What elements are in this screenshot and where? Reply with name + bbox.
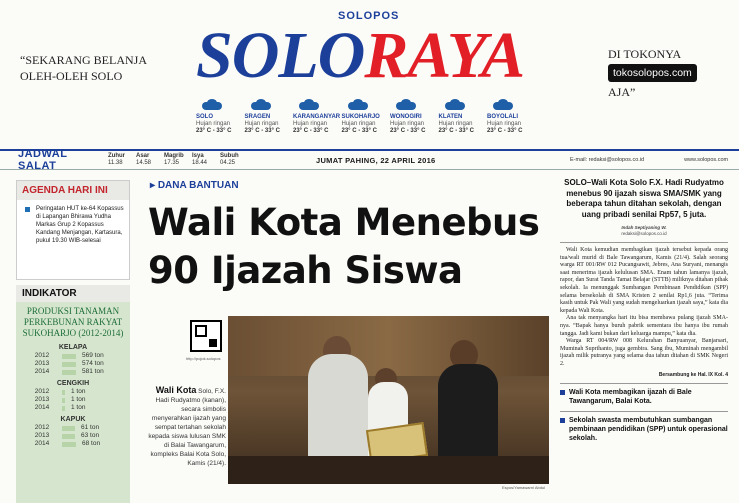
caption-text: Solo, F.X. Hadi Rudyatmo (kanan), secara simbolis menyerahkan ijazah yang sempat tertahan sekolah kepada siswa lulusan SMK di Balai Tawangarum, kompleks Balai Kota Solo, Kamis (21/4).: [148, 388, 226, 467]
indikator-groups: [22, 344, 124, 448]
indikator-row: [22, 360, 124, 368]
brand-logo: [196, 20, 546, 92]
weather-temp: 23° C - 33° C: [244, 128, 280, 134]
weather-wonogiri: [390, 99, 439, 143]
prayer-time: [108, 153, 136, 167]
highlight-item: [560, 383, 728, 406]
prayer-times: [108, 153, 308, 167]
article-photo: [228, 316, 549, 484]
tagline-left: “SEKARANG BELANJA OLEH-OLEH SOLO: [20, 53, 147, 83]
masthead: [0, 0, 739, 150]
weather-cond: Hujan ringan: [438, 121, 473, 127]
weather-city: BOYOLALI: [487, 114, 518, 120]
rain-cloud-icon: [251, 99, 271, 111]
indikator-year: 2012: [34, 424, 50, 431]
body-paragraph: Warga RT 004/RW 008 Kelurahan Banyuanyar, Banjarsari, Muminah Suprihanto, juga gembira. Sang ibu, Muminah mengambil ijazah milik putranya yang selama dua tahun ditahan di SMK Negeri 2.: [560, 338, 728, 367]
indikator-row: [22, 388, 124, 396]
article-lead: SOLO–Wali Kota Solo F.X. Hadi Rudyatmo menebus 90 ijazah siswa SMA/SMK yang beberapa tahun ditahan sekolah, dengan uang pribadi senilai Rp57, 5 juta.: [564, 178, 724, 219]
indikator-year: 2014: [34, 404, 50, 411]
weather-cond: Hujan ringan: [341, 121, 376, 127]
rain-cloud-icon: [493, 99, 513, 111]
weather-solo: [196, 99, 245, 143]
indikator-value: 63 ton: [81, 432, 100, 439]
weather-city: KLATEN: [438, 114, 463, 120]
prayer-date-bar: [0, 149, 739, 170]
prayer-clock: 14.58: [136, 160, 152, 166]
rain-cloud-icon: [299, 99, 319, 111]
indikator-row: [22, 368, 124, 376]
indikator-bar: [62, 362, 76, 367]
weather-city: WONOGIRI: [390, 114, 422, 120]
indikator-year: 2014: [34, 368, 50, 375]
brand-part-raya: RAYA: [364, 19, 525, 92]
caption-lead: Wali Kota: [155, 385, 197, 395]
indikator-year: 2012: [34, 388, 50, 395]
body-paragraph: Wali Kota kemudian membagikan ijazah tersebut kepada orang tua/wali murid di Bale Tawangarum, Kamis (21/4). Salah seorang warga RT 001/RW 012 Pucangsawit, Jebres, Ana Suryani, menangis saat menerima ijazah kelulusan SMA. Enam tahun lamanya ijazah, rapor, dan Surat Tanda Tamat Belajar (STTB) miliknya ditahan pihak sekolah. Ia menunggak Sumbangan Pembinaan Pendidikan (SPP) selama bersekolah di SMA Kristen 2 senilai Rp1,6 juta. “Terima kasih untuk Pak Wali yang sudah mengeluarkan ijazah saya,” kata dia kepada Wali Kota.: [560, 247, 728, 314]
contact-web[interactable]: www.solopos.com: [684, 157, 729, 163]
contact-email[interactable]: E-mail: redaksi@solopos.co.id: [570, 157, 645, 163]
prayer-time: [136, 153, 164, 167]
byline: [560, 225, 728, 237]
weather-sragen: [245, 99, 294, 143]
photo-credit: Espos/Yamawarni Abdul: [502, 485, 546, 490]
article-kicker: ▸ DANA BANTUAN: [150, 180, 239, 191]
weather-cond: Hujan ringan: [196, 121, 231, 127]
indikator-group-name: CENGKIH: [56, 380, 90, 387]
brand-small: SOLOPOS: [338, 10, 400, 22]
shop-link[interactable]: tokosolopos.com: [608, 64, 697, 82]
qr-label: http://pojok.solopos: [186, 356, 221, 361]
agenda-text: Peringatan HUT ke-64 Kopassus di Lapangan Bhirawa Yudha Markas Grup 2 Kopassus Kandang Menjangan, Kartasura, pukul 19.30 WIB-selesai: [36, 206, 124, 244]
right-column: [560, 178, 728, 503]
weather-karanganyar: [293, 99, 342, 143]
indikator-year: 2013: [34, 396, 50, 403]
prayer-title: JADWAL SALAT: [18, 148, 68, 172]
indikator-year: 2013: [34, 432, 50, 439]
weather-cond: Hujan ringan: [390, 121, 425, 127]
indikator-value: 1 ton: [71, 404, 86, 411]
highlight-item: [560, 411, 728, 443]
photo-background: [228, 316, 549, 376]
prayer-clock: 11.38: [108, 160, 123, 166]
square-bullet-icon: [560, 418, 565, 423]
byline-name: Indah Septiyaning W.: [621, 225, 667, 230]
weather-temp: 23° C - 33° C: [341, 128, 377, 134]
indikator-value: 569 ton: [82, 352, 104, 359]
prayer-time: [192, 153, 220, 167]
photo-caption: [148, 386, 226, 468]
indikator-group: [22, 380, 124, 412]
indikator-year: 2014: [34, 440, 50, 447]
headline-line-2: 90 Ijazah Siswa: [148, 249, 463, 292]
weather-cond: Hujan ringan: [487, 121, 522, 127]
agenda-body: [17, 200, 129, 250]
tagline-right: [608, 46, 728, 100]
weather-city: SRAGEN: [244, 114, 271, 120]
indikator-value: 68 ton: [82, 440, 101, 447]
prayer-clock: 17.35: [164, 160, 180, 166]
indikator-row: [22, 352, 124, 360]
indikator-group-name: KELAPA: [58, 344, 88, 351]
prayer-time: [220, 153, 248, 167]
prayer-clock: 18.44: [192, 160, 208, 166]
prayer-name: Asar: [136, 153, 150, 159]
prayer-name: Subuh: [220, 153, 239, 159]
rain-cloud-icon: [445, 99, 465, 111]
indikator-group: [22, 344, 124, 376]
indikator-row: [22, 396, 124, 404]
issue-date: JUMAT PAHING, 22 APRIL 2016: [316, 155, 436, 165]
article-headline: [148, 199, 558, 295]
photo-foreground: [228, 456, 549, 484]
indikator-box: [16, 302, 130, 503]
indikator-bar: [62, 434, 75, 439]
indikator-subtitle: PRODUKSI TANAMAN PERKEBUNAN RAKYAT SUKOHARJO (2012-2014): [22, 306, 124, 338]
indikator-bar: [62, 406, 65, 411]
weather-cond: Hujan ringan: [244, 121, 279, 127]
indikator-bar: [62, 354, 76, 359]
prayer-name: Zuhur: [108, 153, 125, 159]
indikator-bar: [62, 442, 76, 447]
indikator-value: 1 ton: [71, 396, 86, 403]
indikator-row: [22, 440, 124, 448]
weather-city: SOLO: [196, 114, 214, 120]
qr-code-icon[interactable]: [190, 320, 222, 352]
weather-strip: [196, 99, 536, 143]
highlight-text: Wali Kota membagikan ijazah di Bale Tawangarum, Balai Kota.: [569, 388, 692, 405]
tagline-right-2: AJA”: [608, 85, 636, 99]
byline-email: redaksi@solopos.co.id: [621, 231, 667, 236]
weather-temp: 23° C - 33° C: [390, 128, 426, 134]
weather-boyolali: [487, 99, 536, 143]
contact-info: [570, 157, 728, 163]
brand-part-solo: SOLO: [196, 19, 365, 92]
prayer-time: [164, 153, 192, 167]
weather-temp: 23° C - 33° C: [293, 128, 329, 134]
kicker-text: DANA BANTUAN: [157, 180, 239, 191]
left-column: [16, 180, 130, 503]
agenda-title: AGENDA HARI INI: [17, 181, 129, 200]
weather-city: KARANGANYAR: [293, 114, 341, 120]
indikator-bar: [62, 398, 65, 403]
weather-sukoharjo: [342, 99, 391, 143]
divider: [560, 242, 728, 243]
indikator-row: [22, 404, 124, 412]
prayer-name: Isya: [192, 153, 204, 159]
agenda-box: [16, 180, 130, 280]
indikator-bar: [62, 390, 65, 395]
rain-cloud-icon: [348, 99, 368, 111]
bullet-icon: [25, 207, 30, 212]
square-bullet-icon: [560, 390, 565, 395]
indikator-group-name: KAPUK: [60, 416, 86, 423]
indikator-group: [22, 416, 124, 448]
weather-klaten: [439, 99, 488, 143]
headline-line-1: Wali Kota Menebus: [148, 201, 540, 244]
prayer-clock: 04.25: [220, 160, 236, 166]
weather-temp: 23° C - 33° C: [487, 128, 523, 134]
weather-cond: Hujan ringan: [293, 121, 328, 127]
rain-cloud-icon: [202, 99, 222, 111]
indikator-row: [22, 424, 124, 432]
prayer-name: Magrib: [164, 153, 184, 159]
article-body: [560, 247, 728, 369]
highlight-text: Sekolah swasta membutuhkan sumbangan pembinaan pendidikan (SPP) untuk operasional sekolah.: [569, 416, 728, 442]
rain-cloud-icon: [396, 99, 416, 111]
indikator-title: INDIKATOR: [16, 285, 130, 302]
indikator-value: 61 ton: [81, 424, 100, 431]
indikator-value: 581 ton: [82, 368, 104, 375]
indikator-row: [22, 432, 124, 440]
indikator-year: 2012: [34, 352, 50, 359]
tagline-right-1: DI TOKONYA: [608, 47, 682, 61]
indikator-value: 1 ton: [71, 388, 86, 395]
continued-note: Bersambung ke Hal. IX Kol. 4: [658, 371, 728, 378]
body-paragraph: Ana tak menyangka hari itu bisa membawa pulang ijazah SMA-nya. “Bapak hanya buruh pabrik sementara ibu hanya ibu rumah tangga. Jadi kami bukan dari keluarga mampu,” kata dia.: [560, 315, 728, 337]
indikator-bar: [62, 426, 75, 431]
weather-city: SUKOHARJO: [341, 114, 380, 120]
indikator-year: 2013: [34, 360, 50, 367]
weather-temp: 23° C - 33° C: [438, 128, 474, 134]
indikator-value: 574 ton: [82, 360, 104, 367]
indikator-bar: [62, 370, 76, 375]
weather-temp: 23° C - 33° C: [196, 128, 232, 134]
